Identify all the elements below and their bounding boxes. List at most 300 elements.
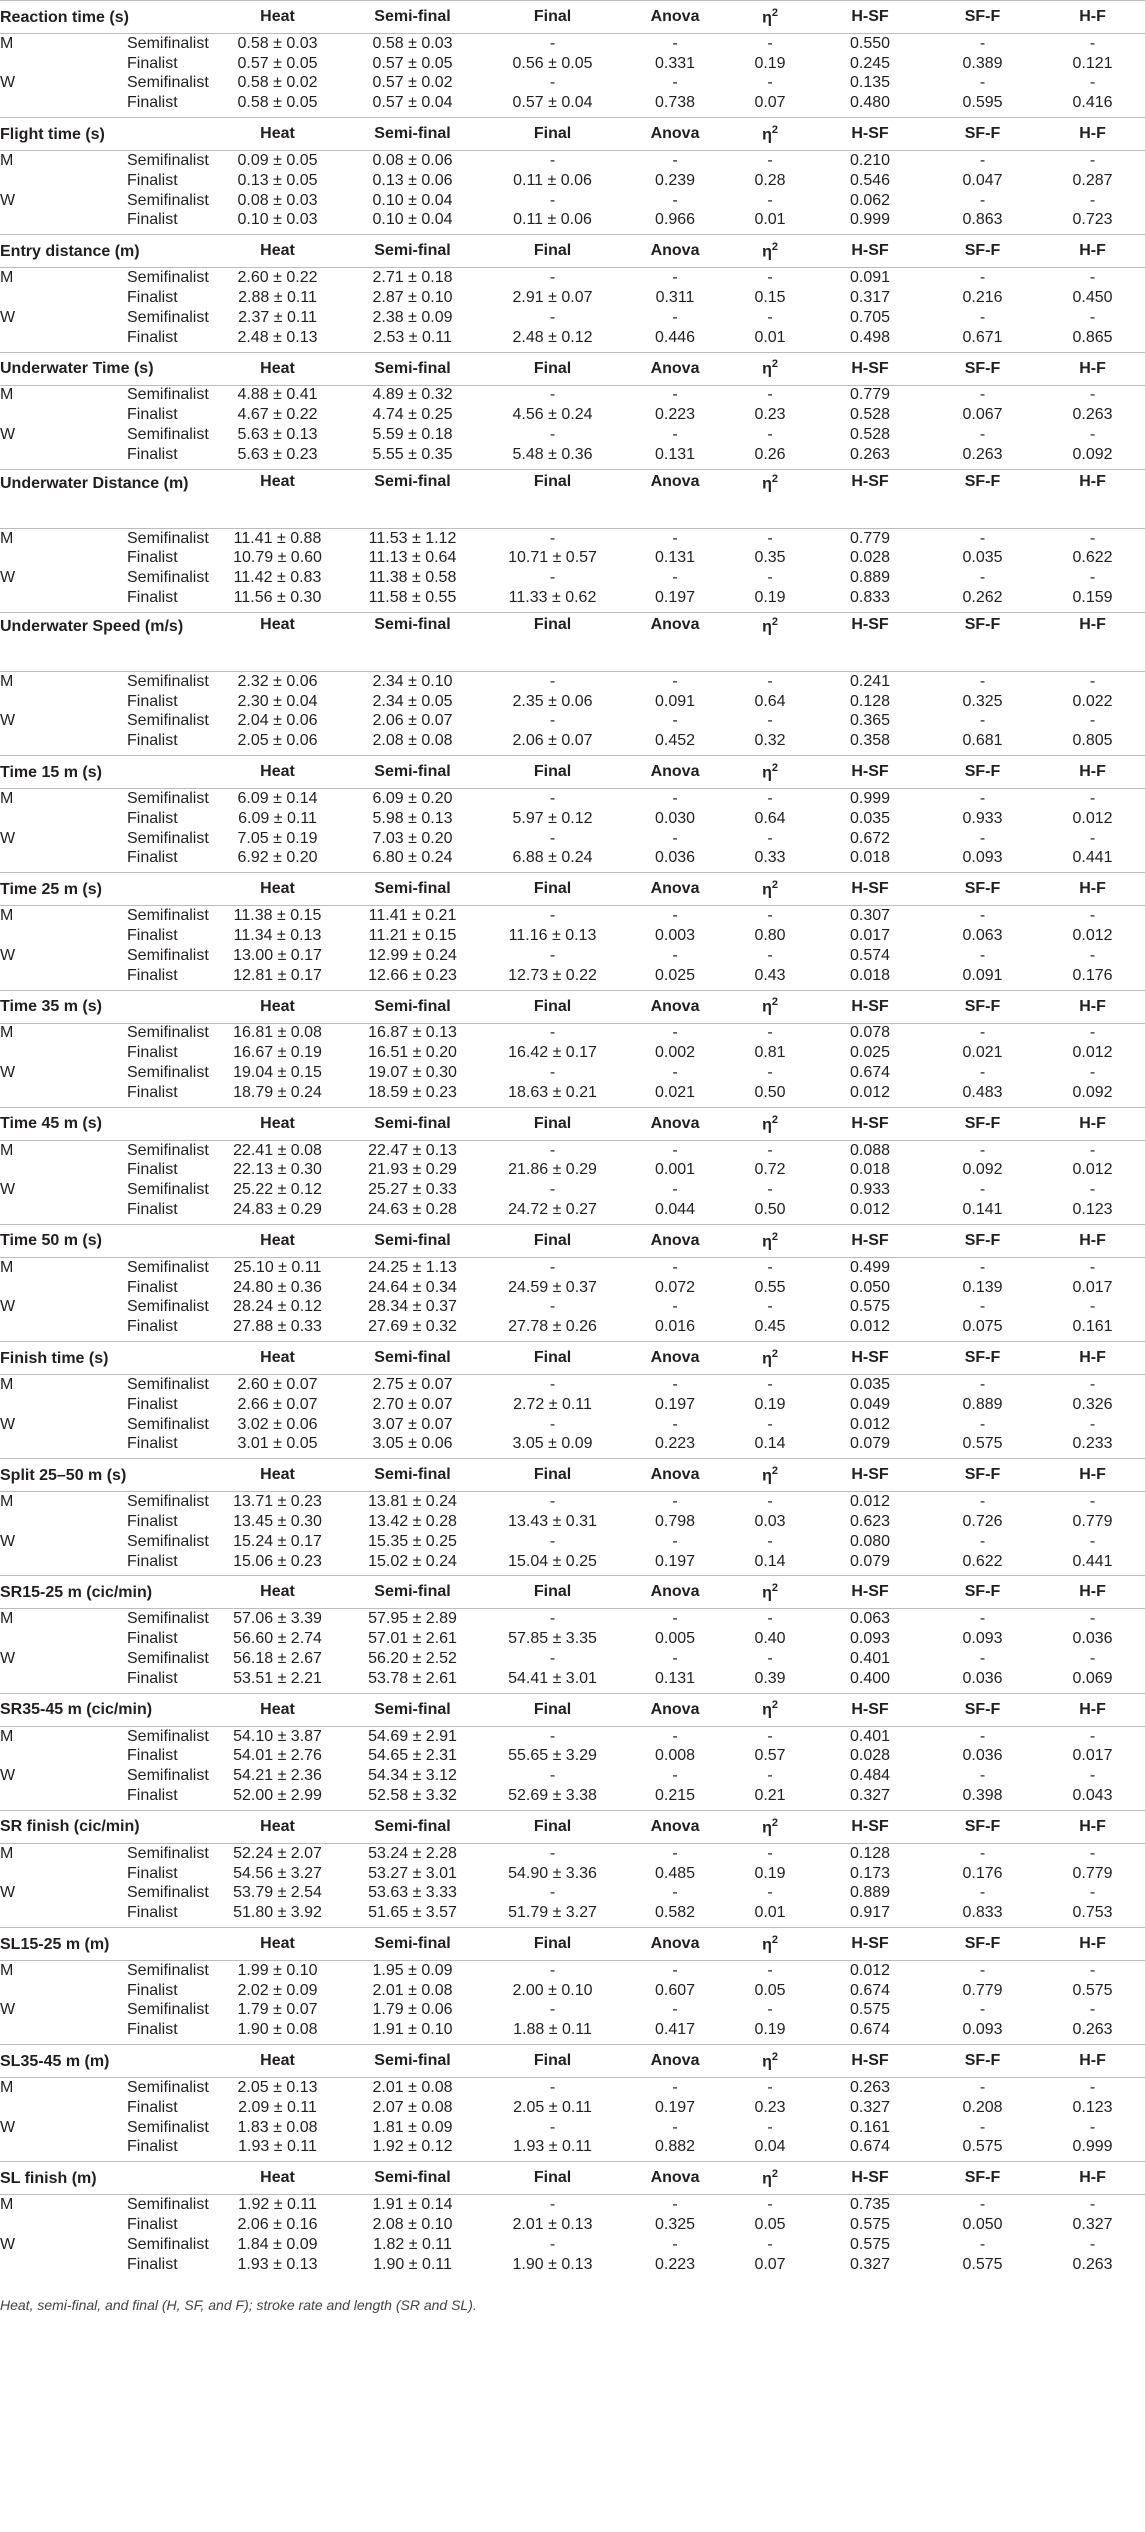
column-header: $\eta^2$ xyxy=(725,2045,815,2078)
value-cell: - xyxy=(672,152,678,170)
group-cell: Finalist xyxy=(127,1904,178,1922)
value-cell: 0.05 xyxy=(754,1981,786,1999)
value-cell: 0.779 xyxy=(1072,1864,1113,1882)
value-cell: 0.139 xyxy=(962,1278,1003,1296)
value-cell: 22.41 ± 0.08 xyxy=(233,1141,322,1159)
table-row xyxy=(0,385,1145,405)
group-cell: Finalist xyxy=(127,2021,178,2039)
value-cell: 0.022 xyxy=(1072,692,1113,710)
table-row xyxy=(0,308,1145,328)
value-cell: - xyxy=(1089,191,1096,209)
sex-cell xyxy=(0,1552,55,1572)
group-cell: Finalist xyxy=(127,328,178,346)
value-cell: 1.91 ± 0.10 xyxy=(372,2021,453,2039)
value-cell: 0.035 xyxy=(849,1375,891,1393)
value-cell: 0.05 xyxy=(754,2216,786,2234)
sex-cell xyxy=(0,1903,55,1923)
results-table-body xyxy=(0,1,1145,2279)
value-cell: 1.93 ± 0.13 xyxy=(237,2255,318,2273)
value-cell: 0.012 xyxy=(849,1961,891,1979)
column-header: SF-F xyxy=(925,612,1040,671)
column-header: Heat xyxy=(210,352,345,385)
column-header: Final xyxy=(480,756,625,789)
value-cell: 0.19 xyxy=(754,1395,786,1413)
value-cell: - xyxy=(979,34,986,52)
group-cell: Finalist xyxy=(127,2098,178,2116)
sex-cell xyxy=(0,2098,55,2118)
value-cell: - xyxy=(767,1258,773,1276)
value-cell: - xyxy=(549,269,556,287)
table-row xyxy=(0,789,1145,809)
group-cell: Finalist xyxy=(127,1981,178,1999)
value-cell: - xyxy=(979,2079,986,2097)
value-cell: 0.671 xyxy=(962,328,1003,346)
value-cell: - xyxy=(979,1024,986,1042)
column-header: Heat xyxy=(210,1,345,34)
value-cell: 2.01 ± 0.08 xyxy=(372,2079,453,2097)
value-cell: 0.72 xyxy=(754,1161,786,1179)
group-cell: Semifinalist xyxy=(127,2001,209,2019)
value-cell: - xyxy=(767,1961,773,1979)
column-header: SF-F xyxy=(925,2045,1040,2078)
value-cell: - xyxy=(672,191,678,209)
value-cell: - xyxy=(549,2196,556,2214)
value-cell: 0.044 xyxy=(654,1200,696,1218)
value-cell: 15.06 ± 0.23 xyxy=(233,1552,322,1570)
value-cell: 2.60 ± 0.07 xyxy=(237,1375,318,1393)
table-row xyxy=(0,1043,1145,1063)
column-header: Final xyxy=(480,469,625,528)
value-cell: 24.59 ± 0.37 xyxy=(508,1278,597,1296)
value-cell: - xyxy=(979,152,986,170)
table-row xyxy=(0,966,1145,986)
table-row xyxy=(0,191,1145,211)
column-header: Final xyxy=(480,873,625,906)
column-header: SF-F xyxy=(925,990,1040,1023)
table-row xyxy=(0,2118,1145,2138)
value-cell: 2.06 ± 0.16 xyxy=(237,2216,318,2234)
value-cell: 0.726 xyxy=(962,1512,1003,1530)
value-cell: 0.400 xyxy=(849,1669,891,1687)
value-cell: 0.14 xyxy=(754,1552,786,1570)
column-header: SF-F xyxy=(925,1576,1040,1609)
column-header: Final xyxy=(480,1459,625,1492)
value-cell: 0.80 xyxy=(754,927,786,944)
column-header: Anova xyxy=(625,2162,725,2195)
value-cell: 11.56 ± 0.30 xyxy=(233,589,322,607)
value-cell: 0.779 xyxy=(962,1981,1003,1999)
value-cell: 0.063 xyxy=(849,1610,891,1628)
column-header: Anova xyxy=(625,873,725,906)
table-row xyxy=(0,425,1145,445)
value-cell: - xyxy=(1089,152,1096,170)
value-cell: - xyxy=(1089,1532,1096,1550)
column-header: Heat xyxy=(210,756,345,789)
value-cell: 0.365 xyxy=(849,712,891,730)
column-header: H-SF xyxy=(815,469,925,528)
table-row xyxy=(0,1395,1145,1415)
column-header: Heat xyxy=(210,2045,345,2078)
value-cell: 11.42 ± 0.83 xyxy=(233,569,322,587)
value-cell: 0.14 xyxy=(754,1435,786,1453)
value-cell: - xyxy=(1089,829,1096,847)
value-cell: 6.88 ± 0.24 xyxy=(512,849,593,867)
group-cell: Finalist xyxy=(127,849,178,867)
value-cell: 0.674 xyxy=(849,1063,891,1081)
value-cell: 0.263 xyxy=(1072,2255,1113,2273)
column-header: $\eta^2$ xyxy=(725,1810,815,1843)
column-header: Heat xyxy=(210,1576,345,1609)
value-cell: 0.063 xyxy=(962,927,1003,944)
value-cell: 0.26 xyxy=(754,445,786,463)
group-cell: Finalist xyxy=(127,732,178,750)
value-cell: 0.080 xyxy=(849,1532,891,1550)
value-cell: 24.80 ± 0.36 xyxy=(233,1278,322,1296)
value-cell: - xyxy=(767,946,773,964)
value-cell: - xyxy=(1089,907,1096,925)
value-cell: 12.81 ± 0.17 xyxy=(233,966,322,984)
value-cell: 0.13 ± 0.06 xyxy=(372,171,453,189)
value-cell: 0.23 xyxy=(754,2098,786,2116)
value-cell: 0.326 xyxy=(1072,1395,1113,1413)
value-cell: - xyxy=(672,1884,678,1902)
value-cell: 4.74 ± 0.25 xyxy=(372,406,453,424)
sex-cell xyxy=(0,1669,55,1689)
value-cell: 0.325 xyxy=(962,692,1003,710)
column-header: H-SF xyxy=(815,1693,925,1726)
value-cell: 0.50 xyxy=(754,1200,786,1218)
value-cell: 57.85 ± 3.35 xyxy=(508,1630,597,1648)
value-cell: 0.19 xyxy=(754,2021,786,2039)
value-cell: - xyxy=(672,790,678,808)
group-cell: Semifinalist xyxy=(127,34,209,52)
value-cell: 0.10 ± 0.04 xyxy=(372,191,453,209)
sex-cell xyxy=(0,54,55,74)
value-cell: - xyxy=(672,1493,678,1511)
value-cell: 0.208 xyxy=(962,2098,1003,2116)
column-header: H-F xyxy=(1040,1576,1145,1609)
value-cell: 0.035 xyxy=(849,809,891,827)
value-cell: - xyxy=(1089,1063,1096,1081)
sex-cell: W xyxy=(0,1767,16,1785)
value-cell: 0.805 xyxy=(1072,732,1113,750)
value-cell: 0.01 xyxy=(754,1904,786,1922)
value-cell: 0.049 xyxy=(849,1395,891,1413)
value-cell: 52.69 ± 3.38 xyxy=(508,1786,597,1804)
column-header: H-F xyxy=(1040,118,1145,151)
column-header: Final xyxy=(480,990,625,1023)
value-cell: 0.674 xyxy=(849,2138,891,2156)
value-cell: 0.550 xyxy=(849,34,891,52)
value-cell: 0.575 xyxy=(849,2001,891,2019)
column-header: Heat xyxy=(210,1224,345,1257)
value-cell: 0.197 xyxy=(654,1395,696,1413)
value-cell: 0.735 xyxy=(849,2196,891,2214)
value-cell: 2.34 ± 0.10 xyxy=(372,672,453,690)
table-row xyxy=(0,906,1145,926)
value-cell: - xyxy=(1089,529,1096,547)
sex-cell: W xyxy=(0,829,16,847)
value-cell: - xyxy=(549,1024,556,1042)
column-header: SF-F xyxy=(925,756,1040,789)
column-header: H-F xyxy=(1040,469,1145,528)
group-cell: Semifinalist xyxy=(127,1375,209,1393)
table-row xyxy=(0,1864,1145,1884)
value-cell: - xyxy=(672,1532,678,1550)
section-header-row xyxy=(0,1928,1145,1961)
group-cell: Finalist xyxy=(127,1395,178,1413)
value-cell: 0.19 xyxy=(754,54,786,72)
column-header: H-F xyxy=(1040,756,1145,789)
value-cell: 0.161 xyxy=(849,2118,891,2136)
table-row xyxy=(0,712,1145,732)
value-cell: 0.093 xyxy=(962,849,1003,867)
value-cell: - xyxy=(979,1063,986,1081)
value-cell: - xyxy=(672,2079,678,2097)
column-header: Semi-final xyxy=(345,1107,480,1140)
table-row xyxy=(0,588,1145,608)
value-cell: - xyxy=(979,308,986,326)
value-cell: - xyxy=(549,1298,556,1316)
value-cell: - xyxy=(672,1258,678,1276)
value-cell: 0.017 xyxy=(1072,1278,1113,1296)
value-cell: 5.98 ± 0.13 xyxy=(372,809,453,827)
group-cell: Semifinalist xyxy=(127,946,209,964)
value-cell: - xyxy=(767,1884,773,1902)
value-cell: 0.092 xyxy=(1072,1083,1113,1101)
value-cell: 0.012 xyxy=(1072,809,1113,827)
value-cell: 0.64 xyxy=(754,809,786,827)
value-cell: 0.499 xyxy=(849,1258,891,1276)
value-cell: 0.10 ± 0.04 xyxy=(372,211,453,229)
value-cell: - xyxy=(672,1298,678,1316)
value-cell: 1.90 ± 0.08 xyxy=(237,2021,318,2039)
group-cell: Finalist xyxy=(127,1200,178,1218)
group-cell: Semifinalist xyxy=(127,1884,209,1902)
value-cell: 0.57 ± 0.04 xyxy=(372,94,453,112)
group-cell: Finalist xyxy=(127,289,178,307)
group-cell: Semifinalist xyxy=(127,907,209,925)
value-cell: 2.01 ± 0.13 xyxy=(512,2216,593,2234)
value-cell: - xyxy=(979,1961,986,1979)
table-row xyxy=(0,1903,1145,1923)
sex-cell: W xyxy=(0,2001,16,2019)
group-cell: Semifinalist xyxy=(127,829,209,847)
section-title: Reaction time (s) xyxy=(0,1,210,34)
group-cell: Finalist xyxy=(127,1161,178,1179)
value-cell: - xyxy=(1089,1727,1096,1745)
value-cell: - xyxy=(549,191,556,209)
group-cell: Finalist xyxy=(127,2255,178,2273)
sex-cell xyxy=(0,445,55,465)
value-cell: - xyxy=(1089,2079,1096,2097)
value-cell: 11.33 ± 0.62 xyxy=(508,589,597,607)
value-cell: - xyxy=(672,2118,678,2136)
value-cell: 0.263 xyxy=(1072,2021,1113,2039)
value-cell: 0.55 xyxy=(754,1278,786,1296)
value-cell: 0.11 ± 0.06 xyxy=(513,211,592,229)
group-cell: Semifinalist xyxy=(127,74,209,92)
section-title: Split 25–50 m (s) xyxy=(0,1459,210,1492)
value-cell: 0.58 ± 0.02 xyxy=(237,74,318,92)
value-cell: 7.03 ± 0.20 xyxy=(372,829,453,847)
value-cell: 4.56 ± 0.24 xyxy=(512,406,593,424)
value-cell: 1.91 ± 0.14 xyxy=(372,2196,453,2214)
group-cell: Finalist xyxy=(127,1044,178,1062)
value-cell: - xyxy=(672,672,678,690)
column-header: SF-F xyxy=(925,2162,1040,2195)
value-cell: 0.57 ± 0.04 xyxy=(512,94,593,112)
value-cell: 2.05 ± 0.06 xyxy=(237,732,318,750)
section-title: Flight time (s) xyxy=(0,118,210,151)
group-cell: Semifinalist xyxy=(127,529,209,547)
value-cell: 2.48 ± 0.13 xyxy=(237,328,318,346)
value-cell: - xyxy=(767,386,773,404)
value-cell: - xyxy=(767,1298,773,1316)
value-cell: 25.10 ± 0.11 xyxy=(233,1258,322,1276)
column-header: $\eta^2$ xyxy=(725,1459,815,1492)
column-header: H-SF xyxy=(815,1459,925,1492)
sex-cell: W xyxy=(0,946,16,964)
group-cell: Semifinalist xyxy=(127,1298,209,1316)
section-header-row xyxy=(0,469,1145,528)
value-cell: 0.141 xyxy=(962,1200,1003,1218)
section-title: SL35-45 m (m) xyxy=(0,2045,210,2078)
value-cell: - xyxy=(979,2118,986,2136)
value-cell: - xyxy=(767,790,773,808)
column-header: Heat xyxy=(210,118,345,151)
value-cell: - xyxy=(767,152,773,170)
value-cell: - xyxy=(979,1375,986,1393)
value-cell: 0.093 xyxy=(962,2021,1003,2039)
column-header: Anova xyxy=(625,1810,725,1843)
column-header: Anova xyxy=(625,1107,725,1140)
sex-cell xyxy=(0,405,55,425)
value-cell: - xyxy=(1089,946,1096,964)
value-cell: 0.575 xyxy=(1072,1981,1113,1999)
value-cell: - xyxy=(549,529,556,547)
value-cell: - xyxy=(767,34,773,52)
column-header: SF-F xyxy=(925,1928,1040,1961)
column-header: Heat xyxy=(210,612,345,671)
group-cell: Finalist xyxy=(127,445,178,463)
group-cell: Semifinalist xyxy=(127,1415,209,1433)
value-cell: 0.19 xyxy=(754,1864,786,1882)
value-cell: 0.128 xyxy=(849,1844,891,1862)
sex-cell: W xyxy=(0,308,16,326)
table-row xyxy=(0,1726,1145,1746)
column-header: Anova xyxy=(625,352,725,385)
value-cell: 0.012 xyxy=(849,1083,891,1101)
column-header: $\eta^2$ xyxy=(725,1107,815,1140)
column-header: $\eta^2$ xyxy=(725,1,815,34)
value-cell: 0.012 xyxy=(849,1318,891,1336)
value-cell: 2.05 ± 0.13 xyxy=(237,2079,318,2097)
value-cell: 2.04 ± 0.06 xyxy=(237,712,318,730)
value-cell: 11.34 ± 0.13 xyxy=(233,927,322,944)
column-header: Heat xyxy=(210,1693,345,1726)
value-cell: - xyxy=(549,712,556,730)
value-cell: 0.674 xyxy=(849,1981,891,1999)
sex-cell: M xyxy=(0,1610,14,1628)
value-cell: 0.57 ± 0.05 xyxy=(237,54,318,72)
table-row xyxy=(0,405,1145,425)
value-cell: - xyxy=(979,712,986,730)
value-cell: - xyxy=(767,1181,773,1199)
value-cell: 0.933 xyxy=(962,809,1003,827)
value-cell: 54.65 ± 2.31 xyxy=(368,1747,457,1765)
value-cell: 0.623 xyxy=(849,1512,891,1530)
group-cell: Semifinalist xyxy=(127,1493,209,1511)
group-cell: Semifinalist xyxy=(127,1024,209,1042)
column-header: Final xyxy=(480,1107,625,1140)
value-cell: 5.59 ± 0.18 xyxy=(372,426,453,444)
value-cell: 2.48 ± 0.12 xyxy=(512,328,593,346)
value-cell: 0.197 xyxy=(654,1552,696,1570)
group-cell: Finalist xyxy=(127,966,178,984)
value-cell: 54.90 ± 3.36 xyxy=(508,1864,597,1882)
value-cell: 11.38 ± 0.58 xyxy=(368,569,457,587)
table-row xyxy=(0,1669,1145,1689)
table-row xyxy=(0,1492,1145,1512)
column-header: $\eta^2$ xyxy=(725,1928,815,1961)
value-cell: 0.779 xyxy=(1072,1512,1113,1530)
sex-cell: W xyxy=(0,569,16,587)
column-header: H-F xyxy=(1040,1810,1145,1843)
column-header: SF-F xyxy=(925,1459,1040,1492)
value-cell: 22.47 ± 0.13 xyxy=(368,1141,457,1159)
value-cell: 3.02 ± 0.06 xyxy=(237,1415,318,1433)
value-cell: 0.091 xyxy=(849,269,891,287)
column-header: Final xyxy=(480,118,625,151)
value-cell: 18.79 ± 0.24 xyxy=(233,1083,322,1101)
value-cell: - xyxy=(672,569,678,587)
column-header: Final xyxy=(480,1928,625,1961)
section-header-row xyxy=(0,756,1145,789)
group-cell: Finalist xyxy=(127,1669,178,1687)
value-cell: - xyxy=(767,712,773,730)
value-cell: 2.05 ± 0.11 xyxy=(513,2098,592,2116)
value-cell: 0.01 xyxy=(754,328,786,346)
value-cell: 0.159 xyxy=(1072,589,1113,607)
value-cell: 13.42 ± 0.28 xyxy=(368,1512,457,1530)
table-row xyxy=(0,1200,1145,1220)
value-cell: 2.01 ± 0.08 xyxy=(372,1981,453,1999)
sex-cell xyxy=(0,1317,55,1337)
value-cell: 16.87 ± 0.13 xyxy=(368,1024,457,1042)
value-cell: 0.216 xyxy=(962,289,1003,307)
value-cell: - xyxy=(979,1298,986,1316)
column-header: Semi-final xyxy=(345,990,480,1023)
column-header: SF-F xyxy=(925,1342,1040,1375)
section-title: Time 25 m (s) xyxy=(0,873,210,906)
column-header: $\eta^2$ xyxy=(725,352,815,385)
group-cell: Finalist xyxy=(127,589,178,607)
table-row xyxy=(0,1532,1145,1552)
value-cell: - xyxy=(549,1532,556,1550)
table-row xyxy=(0,849,1145,869)
column-header: SF-F xyxy=(925,1224,1040,1257)
value-cell: 0.50 xyxy=(754,1083,786,1101)
value-cell: 11.53 ± 1.12 xyxy=(368,529,457,547)
value-cell: - xyxy=(979,529,986,547)
value-cell: 0.57 ± 0.02 xyxy=(372,74,453,92)
value-cell: - xyxy=(672,712,678,730)
sex-cell: W xyxy=(0,191,16,209)
table-row xyxy=(0,1786,1145,1806)
column-header: Semi-final xyxy=(345,1693,480,1726)
column-header: Anova xyxy=(625,990,725,1023)
